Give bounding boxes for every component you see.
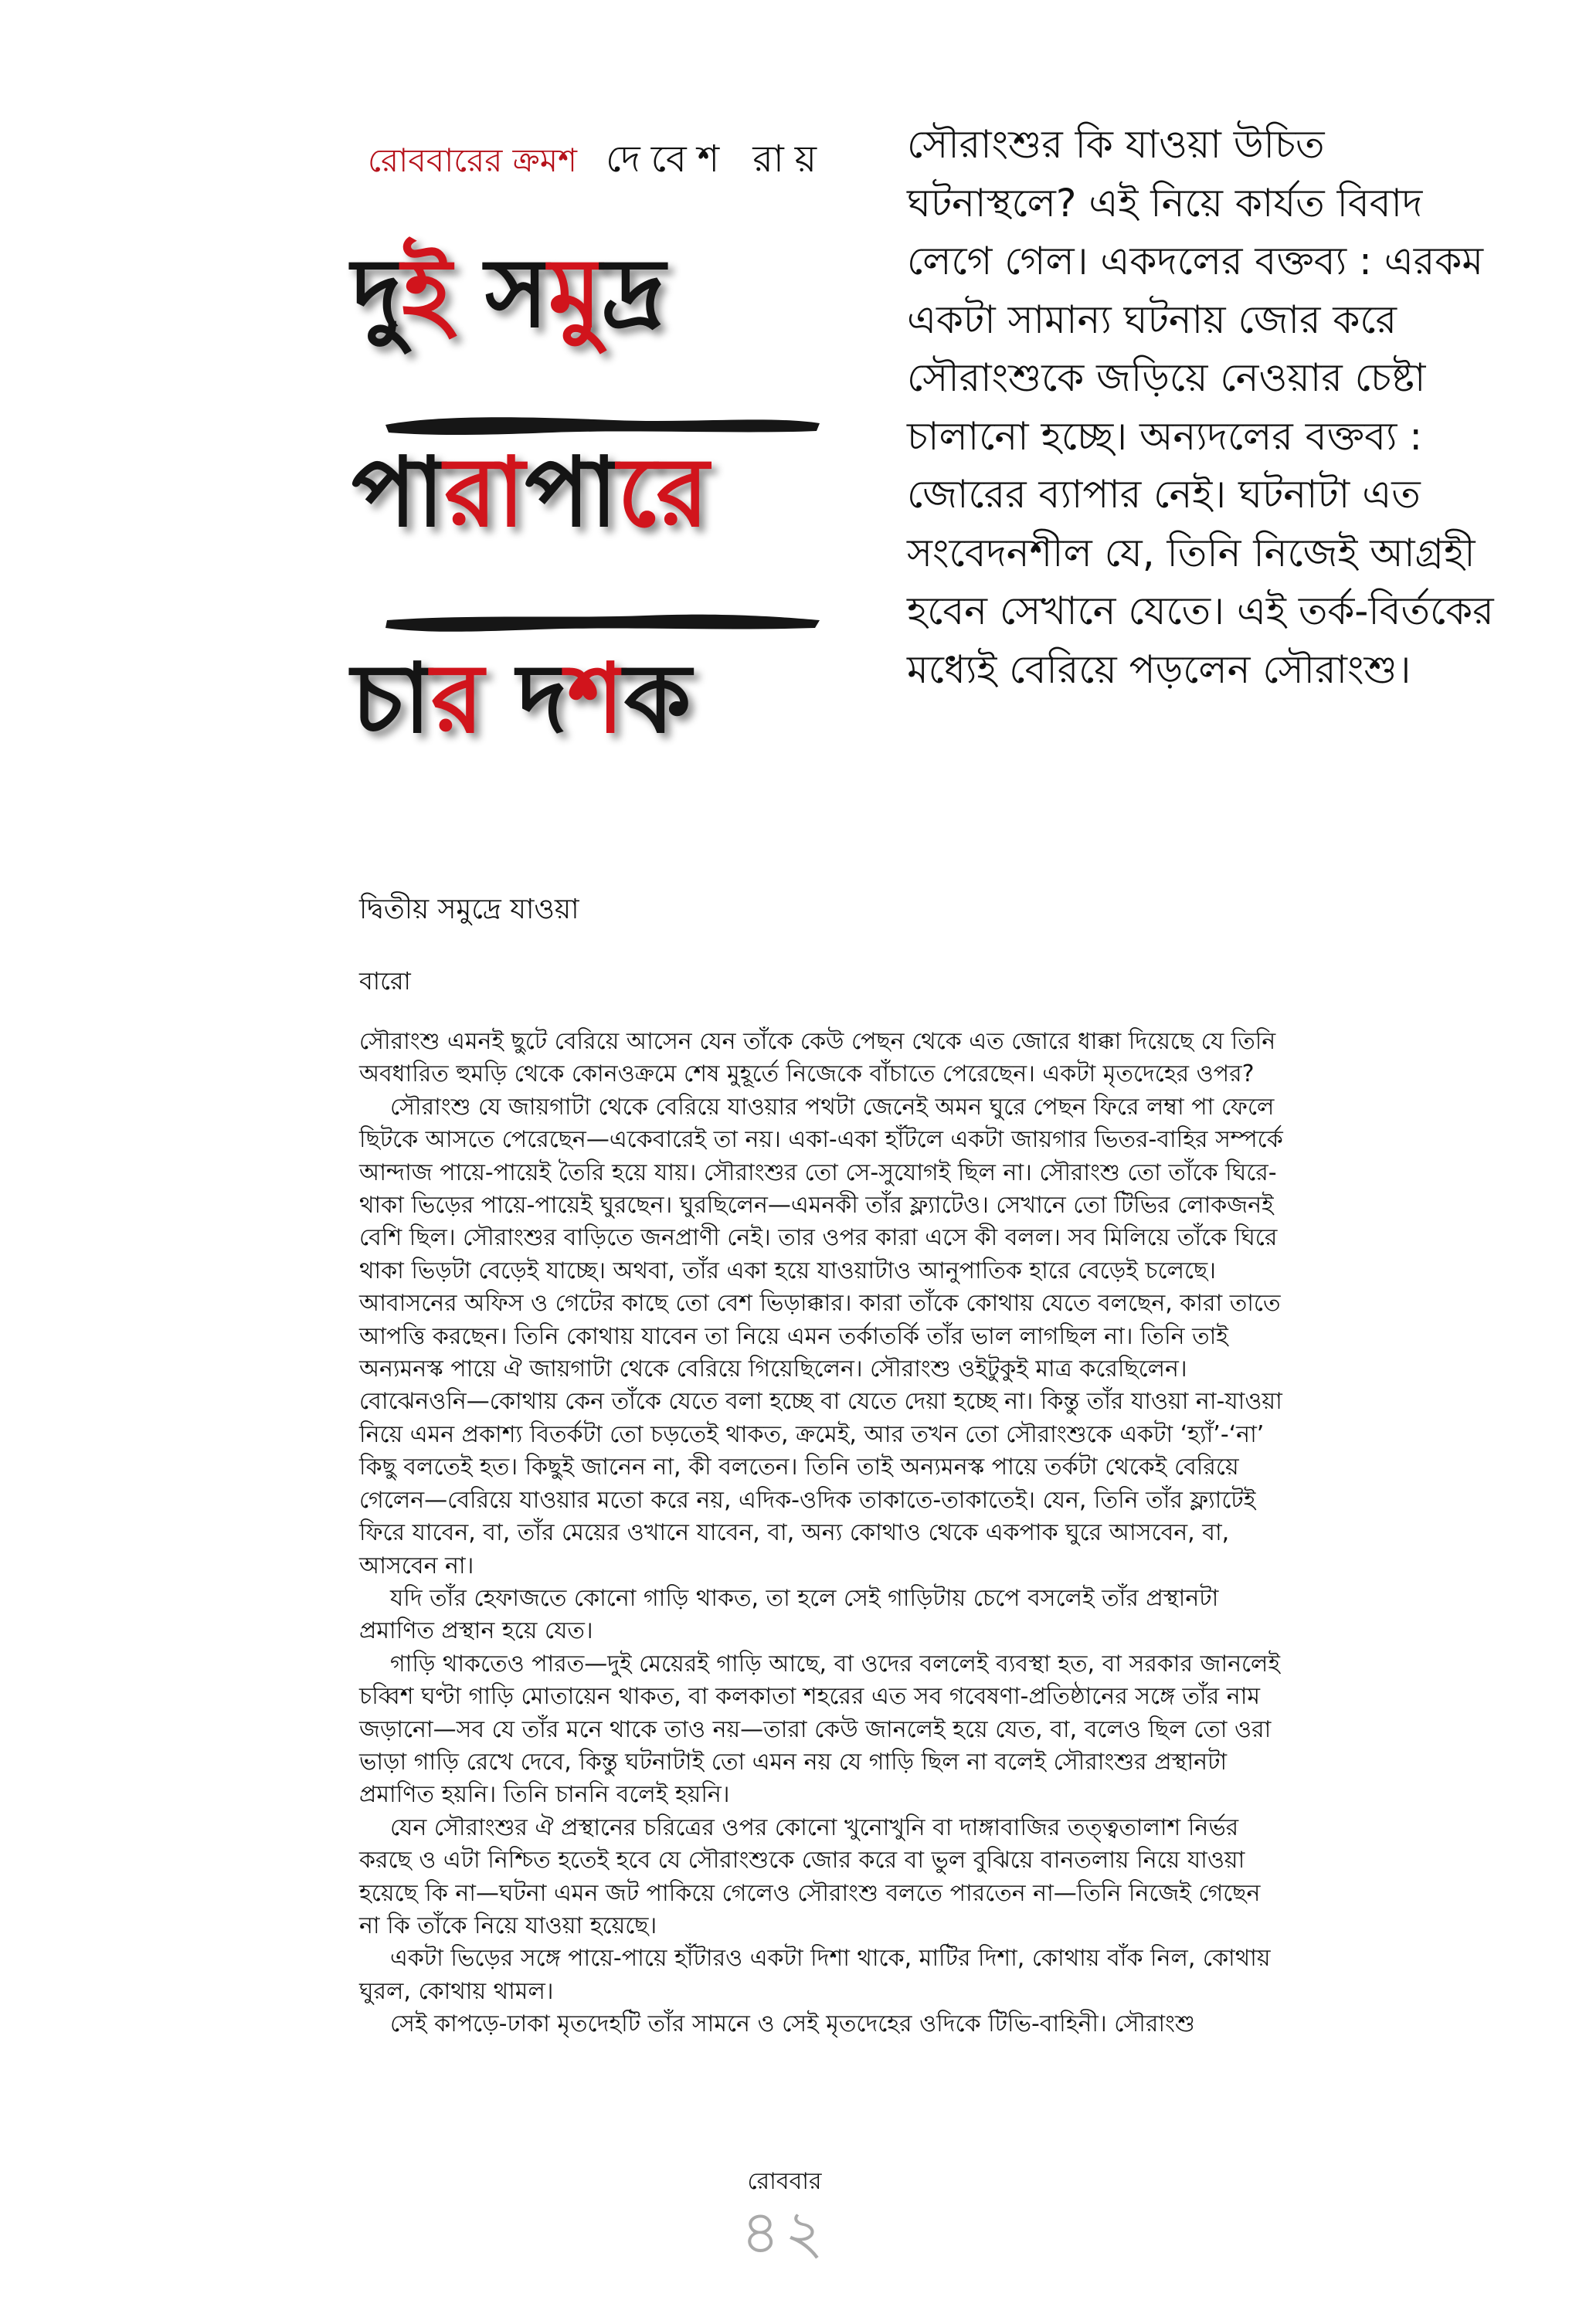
paragraph: সেই কাপড়ে-ঢাকা মৃতদেহটি তাঁর সামনে ও সেই মৃতদেহের ওদিকে টিভি-বাহিনী। সৌরাংশু xyxy=(390,2010,1195,2038)
series-byline xyxy=(368,131,827,192)
title-block xyxy=(351,238,846,786)
title-line-3-seg-1: চা xyxy=(351,643,431,755)
series-label: রোববারের ক্রমশ xyxy=(368,141,577,179)
title-line-3-seg-2: র xyxy=(430,643,484,755)
page-number: ৪২ xyxy=(740,2198,829,2268)
chapter-number: বারো xyxy=(359,966,411,996)
title-line-3-seg-3: দ xyxy=(484,643,568,755)
title-line-3 xyxy=(351,643,691,755)
paragraph: সৌরাংশু যে জায়গাটা থেকে বেরিয়ে যাওয়ার পথটা জেনেই অমন ঘুরে পেছন ফিরে লম্বা পা ফেলে ছিটকে আসতে পেরেছেন—একেবারেই তা নয়। একা-একা হাঁটলে একটা জায়গার ভিতর-বাহির সম্পর্কে আন্দাজ পায়ে-পায়েই তৈরি হয়ে যায়। সৌরাংশুর তো সে-সুযোগই ছিল না। সৌরাংশু তো তাঁকে ঘিরে-থাকা ভিড়ের পায়ে-পায়েই ঘুরছেন। ঘুরছিলেন—এমনকী তাঁর ফ্ল্যাটেও। সেখানে তো টিভির লোকজনই বেশি ছিল। সৌরাংশুর বাড়িতে জনপ্রাণী নেই। তার ওপর কারা এসে কী বলল। সব মিলিয়ে তাঁকে ঘিরে থাকা ভিড়টা বেড়েই যাচ্ছে। অথবা, তাঁর একা হয়ে যাওয়াটাও আনুপাতিক হারে বেড়েই চলেছে। আবাসনের অফিস ও গেটের কাছে তো বেশ ভিড়াক্কার। কারা তাঁকে কোথায় যেতে বলছেন, কারা তাতে আপত্তি করছেন। তিনি কোথায় যাবেন তা নিয়ে এমন তর্কাতর্কি তাঁর ভাল লাগছিল না। তিনি তাই অন্যমনস্ক পায়ে ঐ জায়গাটা থেকে বেরিয়ে গিয়েছিলেন। সৌরাংশু ওইটুকুই মাত্র করেছিলেন। বোঝেনওনি—কোথায় কেন তাঁকে যেতে বলা হচ্ছে বা যেতে দেয়া হচ্ছে না। কিন্তু তাঁর যাওয়া না-যাওয়া নিয়ে এমন প্রকাশ্য বিতর্কটা তো চড়তেই থাকত, ক্রমেই, আর তখন তো সৌরাংশুকে একটা ‘হ্যাঁ’-‘না’ কিছু বলতেই হত। কিছুই জানেন না, কী বলতেন। তিনি তাই অন্যমনস্ক পায়ে তর্কটা থেকেই বেরিয়ে গেলেন—বেরিয়ে যাওয়ার মতো করে নয়, এদিক-ওদিক তাকাতে-তাকাতেই। যেন, তিনি তাঁর ফ্ল্যাটেই ফিরে যাবেন, বা, তাঁর মেয়ের ওখানে যাবেন, বা, অন্য কোথাও থেকে একপাক ঘুরে আসবেন, বা, আসবেন না। xyxy=(359,1093,1283,1579)
title-line-2-seg-2: রা xyxy=(444,437,525,548)
pull-quote: সৌরাংশুর কি যাওয়া উচিত ঘটনাস্থলে? এই নিয়ে কার্যত বিবাদ লেগে গেল। একদলের বক্তব্য : এরকম একটা সামান্য ঘটনায় জোর করে সৌরাংশুকে জড়িয়ে নেওয়ার চেষ্টা চালানো হচ্ছে। অন্যদলের বক্তব্য : জোরের ব্যাপার নেই। ঘটনাটা এত সংবেদনশীল যে, তিনি নিজেই আগ্রহী হবেন সেখানে যেতে। এই তর্ক-বির্তকের মধ্যেই বেরিয়ে পড়লেন সৌরাংশু। xyxy=(907,122,1494,692)
paragraph: একটা ভিড়ের সঙ্গে পায়ে-পায়ে হাঁটারও একটা দিশা থাকে, মাটির দিশা, কোথায় বাঁক নিল, কোথায় ঘুরল, কোথায় থামল। xyxy=(359,1945,1271,2005)
title-line-3-seg-4: শ xyxy=(567,643,624,755)
title-line-2-seg-1: পা xyxy=(351,437,445,548)
title-line-2-seg-4: রে xyxy=(617,437,709,548)
title-line-1 xyxy=(351,238,666,349)
article-body xyxy=(359,1026,1286,2041)
brush-stroke-divider xyxy=(382,406,823,440)
magazine-label: রোববার xyxy=(747,2168,822,2195)
title-line-3-seg-5: ক xyxy=(623,643,691,755)
section-title: দ্বিতীয় সমুদ্রে যাওয়া xyxy=(359,894,579,925)
paragraph: যদি তাঁর হেফাজতে কোনো গাড়ি থাকত, তা হলে সেই গাড়িটায় চেপে বসলেই তাঁর প্রস্থানটা প্রমাণিত প্রস্থান হয়ে যেত। xyxy=(359,1584,1219,1645)
title-line-1-seg-4: মু xyxy=(548,238,602,349)
title-line-1-seg-1: দু xyxy=(351,238,402,349)
author-name: দেবেশ রায় xyxy=(606,137,828,181)
title-line-1-seg-3: স xyxy=(451,238,548,349)
title-line-2 xyxy=(351,437,709,548)
title-line-1-seg-5: দ্র xyxy=(601,238,666,349)
paragraph: সৌরাংশু এমনই ছুটে বেরিয়ে আসেন যেন তাঁকে কেউ পেছন থেকে এত জোরে ধাক্কা দিয়েছে যে তিনি অবধারিত হুমড়ি থেকে কোনওক্রমে শেষ মুহূর্তে নিজেকে বাঁচাতে পেরেছেন। একটা মৃতদেহের ওপর? xyxy=(359,1028,1276,1088)
brush-stroke-divider xyxy=(382,605,823,639)
title-line-2-seg-3: পা xyxy=(525,437,618,548)
paragraph: গাড়ি থাকতেও পারত—দুই মেয়েরই গাড়ি আছে, বা ওদের বললেই ব্যবস্থা হত, বা সরকার জানলেই চব্বিশ ঘণ্টা গাড়ি মোতায়েন থাকত, বা কলকাতা শহরের এত সব গবেষণা-প্রতিষ্ঠানের সঙ্গে তাঁর নাম জড়ানো—সব যে তাঁর মনে থাকে তাও নয়—তারা কেউ জানলেই হয়ে যেত, বা, বলেও ছিল তো ওরা ভাড়া গাড়ি রেখে দেবে, কিন্তু ঘটনাটাই তো এমন নয় যে গাড়ি ছিল না বলেই সৌরাংশুর প্রস্থানটা প্রমাণিত হয়নি। তিনি চাননি বলেই হয়নি। xyxy=(359,1650,1281,1809)
title-line-1-seg-2: ই xyxy=(402,238,452,349)
paragraph: যেন সৌরাংশুর ঐ প্রস্থানের চরিত্রের ওপর কোনো খুনোখুনি বা দাঙ্গাবাজির তত্ত্বতালাশ নির্ভর করছে ও এটা নিশ্চিত হতেই হবে যে সৌরাংশুকে জোর করে বা ভুল বুঝিয়ে বানতলায় নিয়ে যাওয়া হয়েছে কি না—ঘটনা এমন জট পাকিয়ে গেলেও সৌরাংশু বলতে পারতেন না—তিনি নিজেই গেছেন না কি তাঁকে নিয়ে যাওয়া হয়েছে। xyxy=(359,1813,1261,1939)
